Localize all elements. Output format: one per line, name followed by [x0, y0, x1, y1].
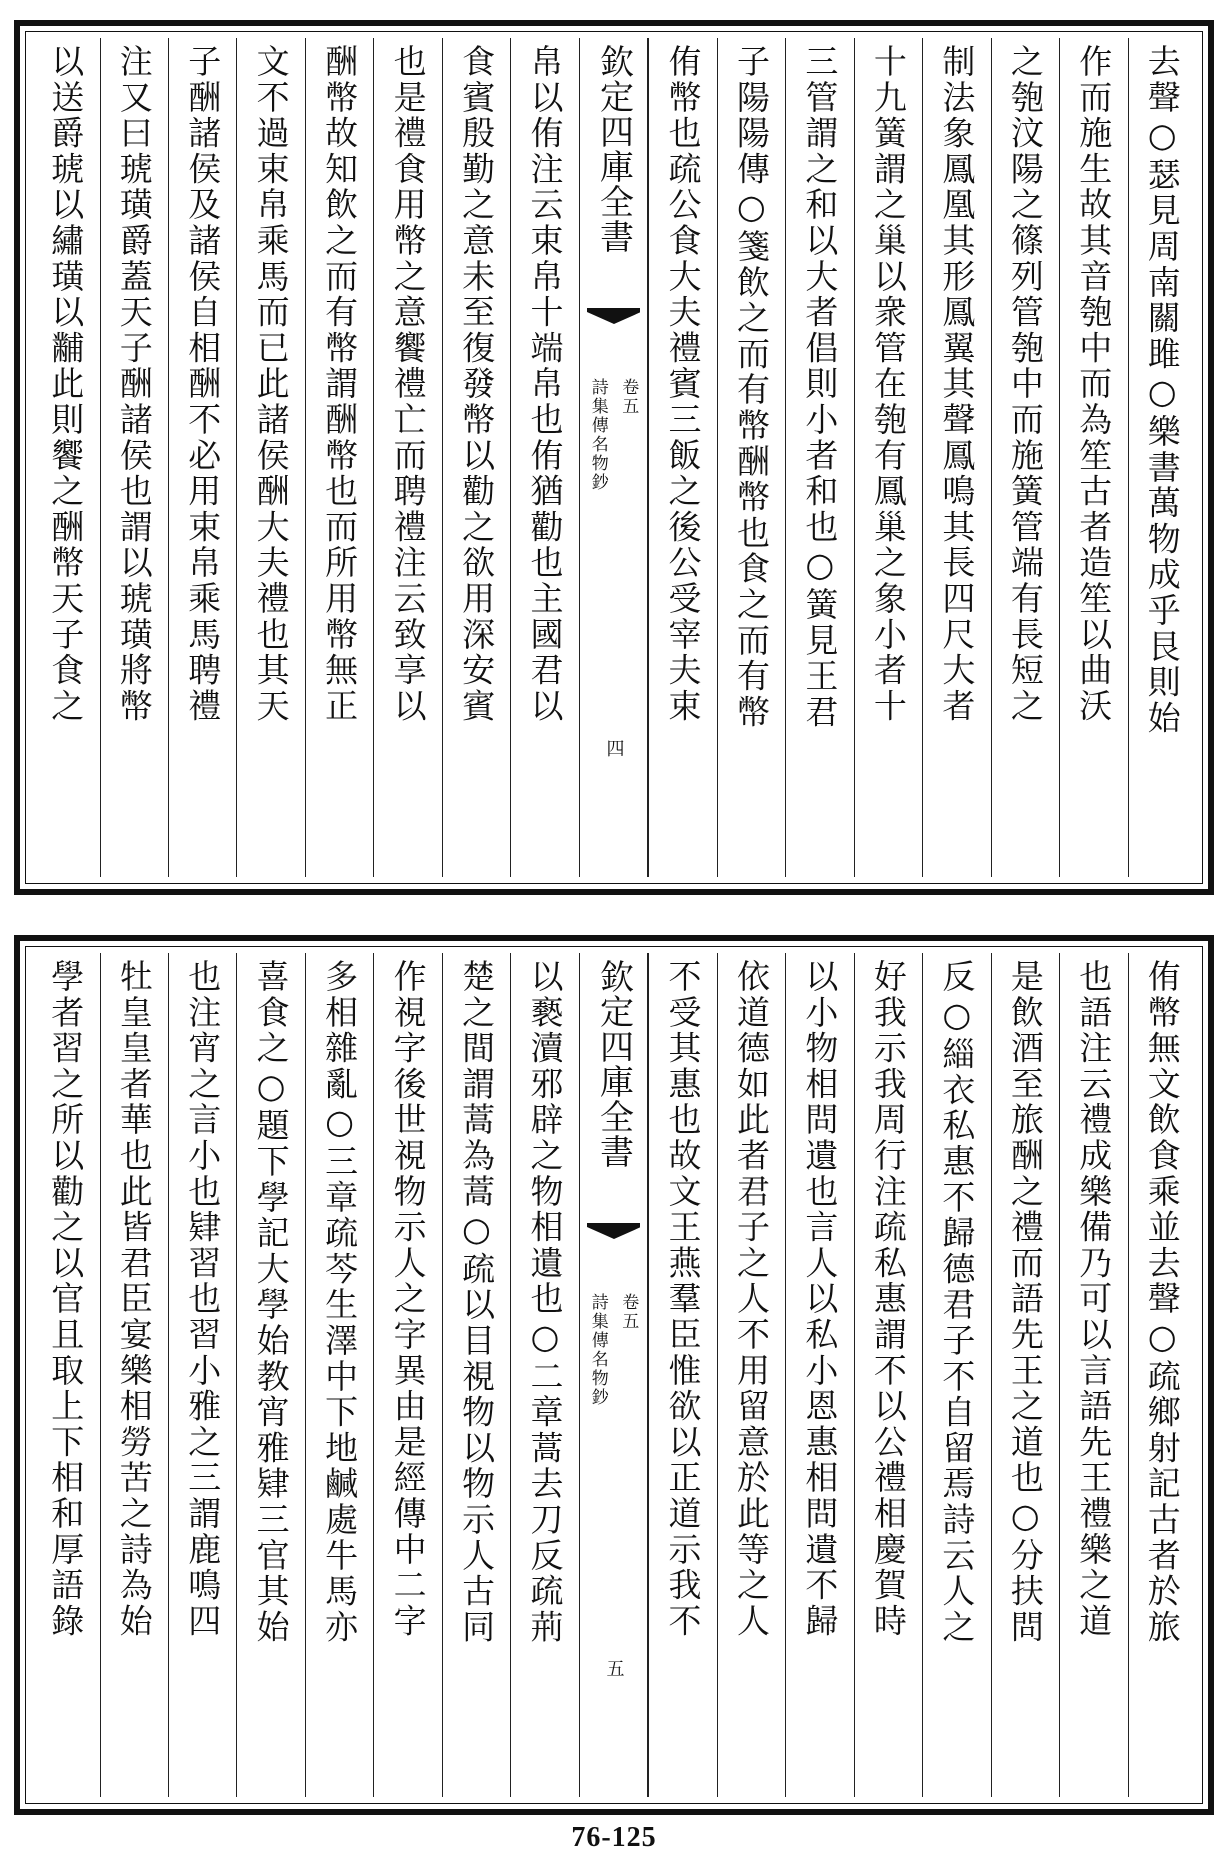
bottom-column-text: 是飲酒至旅酬之禮而語先王之道也○分扶問 — [1005, 959, 1045, 1646]
bottom-text-column — [717, 953, 785, 1797]
bottom-text-column — [100, 953, 168, 1797]
bottom-column-text: 以小物相問遺也言人以私小恩惠相問遺不歸 — [800, 959, 840, 1640]
top-text-column — [1128, 38, 1196, 877]
top-column-text: 帛以侑注云束帛十端帛也侑猶勸也主國君以 — [525, 44, 565, 725]
bottom-column-text: 也注宵之言小也肄習也習小雅之三謂鹿鳴四 — [183, 959, 223, 1640]
top-text-column — [785, 38, 853, 877]
top-column-text: 作而施生故其音匏中而為笙古者造笙以曲沃 — [1074, 44, 1114, 725]
top-column-text: 十九簧謂之巢以衆管在匏有鳳巢之象小者十 — [868, 44, 908, 725]
bottom-banner-column — [579, 953, 648, 1797]
top-page-number: 四 — [603, 739, 625, 757]
top-text-column — [442, 38, 510, 877]
bottom-columns — [32, 953, 1196, 1797]
bottom-text-column — [510, 953, 578, 1797]
bottom-column-text: 學者習之所以勸之以官且取上下相和厚語錄 — [46, 959, 86, 1640]
bottom-text-column — [854, 953, 922, 1797]
bottom-text-column — [648, 953, 716, 1797]
bottom-column-text: 多相雜亂○三章疏芩生澤中下地鹹處牛馬亦 — [320, 959, 360, 1646]
bottom-column-text: 反○緇衣私惠不歸德君子不自留焉詩云人之 — [937, 959, 977, 1646]
top-column-text: 侑幣也疏公食大夫禮賓三飯之後公受宰夫束 — [663, 44, 703, 725]
fish-tail-mark-icon — [587, 308, 641, 324]
bottom-column-text: 也語注云禮成樂備乃可以言語先王禮樂之道 — [1074, 959, 1114, 1640]
top-text-column — [32, 38, 99, 877]
bottom-text-column — [991, 953, 1059, 1797]
bottom-banner-subtitle: 詩集傳名物鈔 — [587, 1293, 608, 1407]
bottom-column-text: 楚之間謂蒿為蒿○疏以目視物以物示人古同 — [457, 959, 497, 1646]
top-column-text: 子酬諸侯及諸侯自相酬不必用束帛乘馬聘禮 — [183, 44, 223, 725]
bottom-text-column — [785, 953, 853, 1797]
top-column-text: 去聲○瑟見周南關雎○樂書萬物成乎艮則始 — [1142, 44, 1182, 737]
bottom-column-text: 依道德如此者君子之人不用留意於此等之人 — [731, 959, 771, 1640]
top-column-text: 之匏汶陽之篠列管匏中而施簧管端有長短之 — [1005, 44, 1045, 725]
top-column-text: 制法象鳳凰其形鳳翼其聲鳳鳴其長四尺大者 — [937, 44, 977, 725]
bottom-column-text: 作視字後世視物示人之字異由是經傳中二字 — [388, 959, 428, 1640]
top-banner-subtitle: 詩集傳名物鈔 — [587, 378, 608, 492]
bottom-text-column — [1059, 953, 1127, 1797]
bottom-text-column — [373, 953, 441, 1797]
bottom-text-column — [236, 953, 304, 1797]
top-text-column — [305, 38, 373, 877]
bottom-text-column — [442, 953, 510, 1797]
top-text-column — [717, 38, 785, 877]
top-column-text: 也是禮食用幣之意饗禮亡而聘禮注云致享以 — [388, 44, 428, 725]
top-banner-juan: 卷五 — [618, 378, 639, 416]
bottom-column-text: 以褻瀆邪辟之物相遺也○二章蒿去刀反疏荊 — [525, 959, 565, 1646]
top-column-text: 以送爵琥以繡璜以黼此則饗之酬幣天子食之 — [46, 44, 86, 725]
bottom-column-text: 牡皇皇者華也此皆君臣宴樂相勞苦之詩為始 — [114, 959, 154, 1640]
bottom-column-text: 喜食之○題下學記大學始教宵雅肄三官其始 — [251, 959, 291, 1646]
fish-tail-mark-icon — [587, 1223, 641, 1239]
bottom-text-column — [305, 953, 373, 1797]
top-column-text: 三管謂之和以大者倡則小者和也○簧見王君 — [800, 44, 840, 731]
top-text-column — [991, 38, 1059, 877]
top-text-column — [510, 38, 578, 877]
bottom-text-column — [168, 953, 236, 1797]
top-text-column — [100, 38, 168, 877]
top-text-column — [922, 38, 990, 877]
top-text-column — [373, 38, 441, 877]
top-banner-column — [579, 38, 648, 877]
top-text-column — [1059, 38, 1127, 877]
top-columns — [32, 38, 1196, 877]
bottom-column-text: 侑幣無文飲食乘並去聲○疏鄉射記古者於旅 — [1142, 959, 1182, 1646]
bottom-page — [14, 935, 1214, 1815]
folio-footer: 76-125 — [571, 1822, 657, 1853]
top-column-text: 食賓殷勤之意未至復發幣以勸之欲用深安賓 — [457, 44, 497, 725]
top-text-column — [236, 38, 304, 877]
bottom-banner-juan: 卷五 — [618, 1293, 639, 1331]
bottom-banner-title: 欽定四庫全書 — [593, 959, 634, 1169]
bottom-text-column — [1128, 953, 1196, 1797]
top-text-column — [854, 38, 922, 877]
top-column-text: 子陽陽傳○箋飲之而有幣酬幣也食之而有幣 — [731, 44, 771, 731]
top-page — [14, 20, 1214, 895]
bottom-text-column — [922, 953, 990, 1797]
bottom-text-column — [32, 953, 99, 1797]
bottom-column-text: 不受其惠也故文王燕羣臣惟欲以正道示我不 — [663, 959, 703, 1640]
top-column-text: 注又曰琥璜爵蓋天子酬諸侯也謂以琥璜將幣 — [114, 44, 154, 725]
top-banner-title: 欽定四庫全書 — [593, 44, 634, 254]
top-text-column — [648, 38, 716, 877]
top-column-text: 酬幣故知飲之而有幣謂酬幣也而所用幣無正 — [320, 44, 360, 725]
top-text-column — [168, 38, 236, 877]
top-column-text: 文不過束帛乘馬而已此諸侯酬大夫禮也其天 — [251, 44, 291, 725]
bottom-column-text: 好我示我周行注疏私惠謂不以公禮相慶賀時 — [868, 959, 908, 1640]
bottom-page-number: 五 — [603, 1659, 625, 1677]
